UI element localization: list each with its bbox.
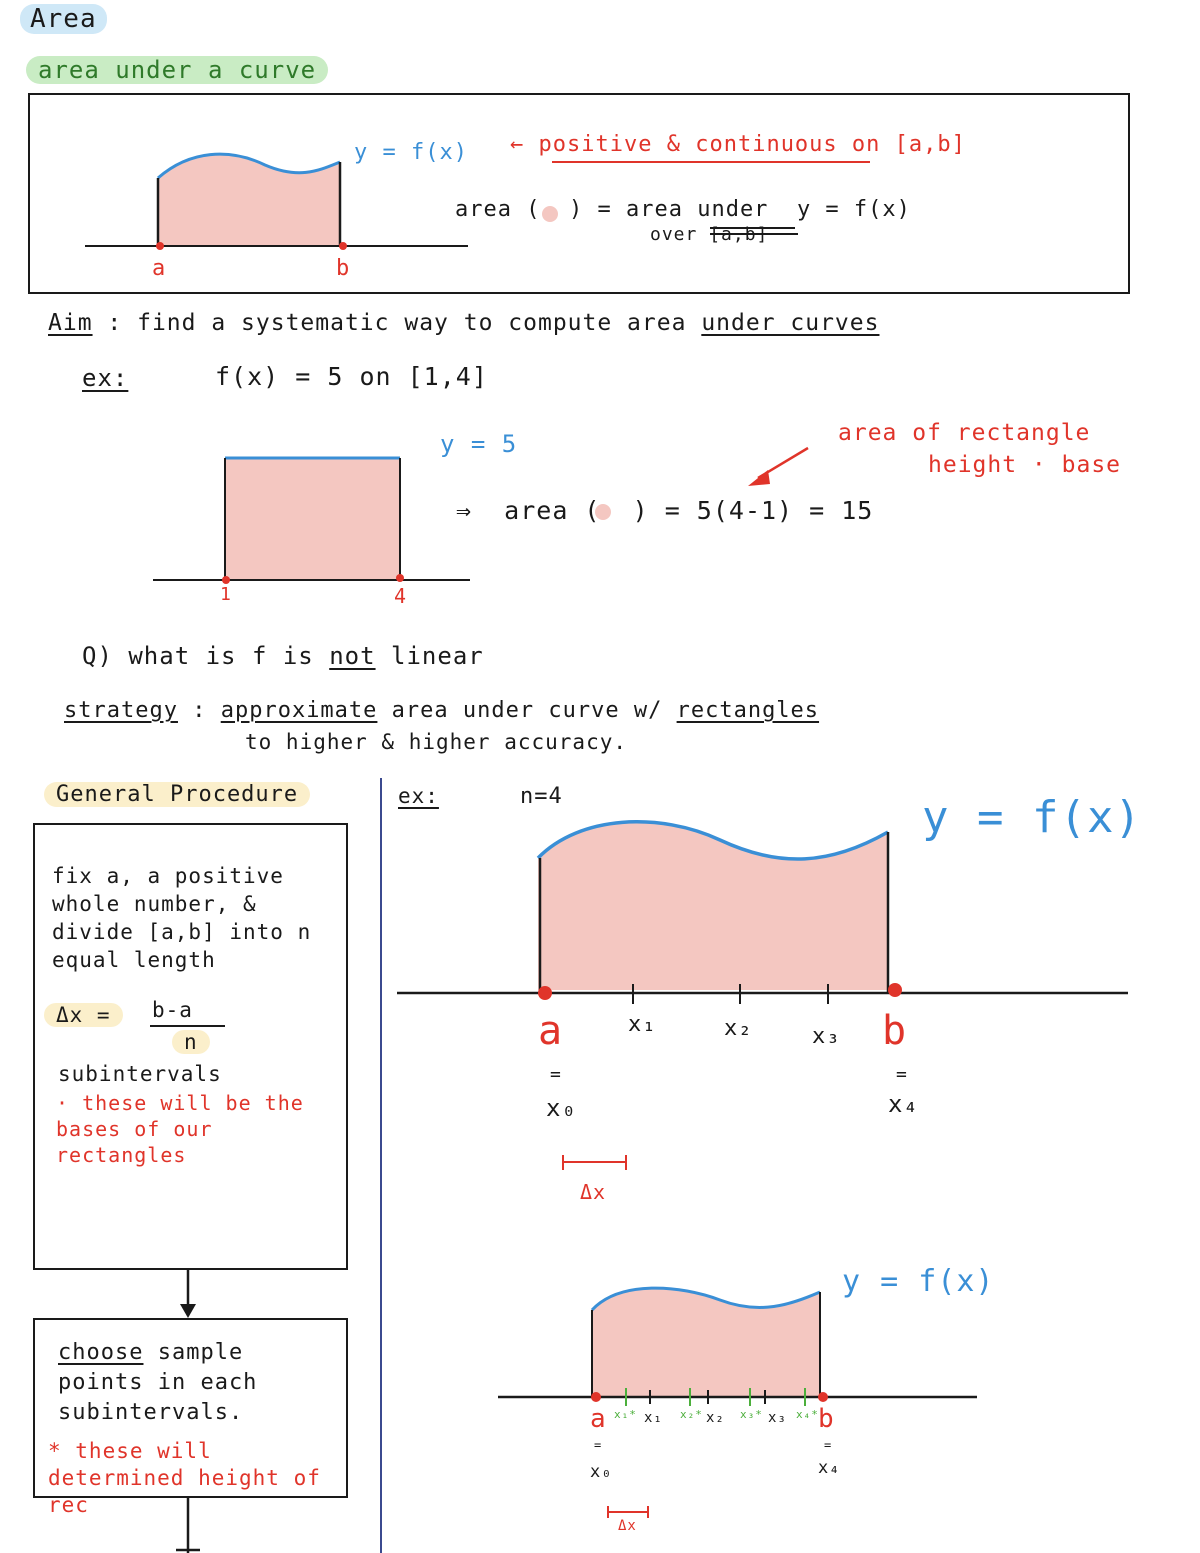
page-subtitle: area under a curve [26, 56, 328, 84]
label-a-1: a [152, 256, 167, 281]
label-x2-3: x₂ [706, 1410, 725, 1426]
label-x1: x₁ [628, 1012, 657, 1037]
sample-3: x₃* [740, 1408, 763, 1421]
dx-denominator: n [172, 1030, 210, 1054]
label-b-3: b [818, 1404, 835, 1434]
question-line: Q) what is f is not linear [82, 642, 484, 670]
dx-label: Δx = [44, 1003, 123, 1027]
label-b-2: b [882, 1008, 908, 1054]
definition-box [28, 93, 1130, 294]
sample-4: x₄* [796, 1408, 819, 1421]
dx-numerator: b-a [152, 998, 193, 1022]
condition-text: ← positive & continuous on [a,b] [510, 132, 966, 157]
sample-1: x₁* [614, 1408, 637, 1421]
area-equation: area ( ) = area under y = f(x) [455, 197, 911, 222]
step2-text: choose sample points in each subintervals. [58, 1340, 258, 1425]
line-label: y = 5 [440, 430, 518, 458]
label-x0: x₀ [546, 1094, 577, 1122]
eq-sign-b: = [896, 1064, 908, 1085]
tick-4: 4 [394, 584, 408, 608]
area-figure-2 [397, 822, 1128, 1170]
tick-1: 1 [220, 584, 232, 605]
label-x3: x₃ [812, 1024, 841, 1049]
procedure-header: General Procedure [44, 782, 310, 807]
curve-label-2: y = f(x) [922, 792, 1142, 843]
eq-sign-a-3: = [594, 1438, 603, 1452]
step1-note: · these will be the bases of our rectangles [56, 1091, 304, 1167]
label-dx-3: Δx [618, 1518, 637, 1534]
label-b-1: b [336, 256, 351, 281]
page-title: Area [20, 4, 107, 34]
label-a-3: a [590, 1404, 607, 1434]
eq-sign-a: = [550, 1064, 562, 1085]
curve-label-1: y = f(x) [354, 140, 468, 165]
step1-text: fix a, a positive whole number, & divide [a,b] into n equal length [52, 864, 312, 972]
strategy-line: strategy : approximate area under curve w/ rectangles [64, 698, 820, 723]
label-x0-3: x₀ [590, 1462, 613, 1482]
rectangle-note-2: height · base [928, 452, 1122, 478]
label-x3-3: x₃ [768, 1410, 787, 1426]
label-a-2: a [538, 1008, 564, 1054]
rectangle-note-1: area of rectangle [838, 420, 1091, 446]
eq-sign-b-3: = [824, 1438, 833, 1452]
example-label-2: ex: [398, 784, 439, 808]
rectangle-area-result: ⇒ area ( ) = 5(4-1) = 15 [456, 496, 874, 525]
strategy-line-2: to higher & higher accuracy. [245, 730, 628, 754]
label-x1-3: x₁ [644, 1410, 663, 1426]
area-figure-3 [498, 1288, 977, 1518]
label-x2: x₂ [724, 1016, 753, 1041]
curve-label-3: y = f(x) [842, 1264, 995, 1299]
aim-line: Aim : find a systematic way to compute area under curves [48, 310, 880, 336]
label-x4-3: x₄ [818, 1458, 841, 1478]
subintervals-label: subintervals [58, 1062, 222, 1086]
area-equation-over: over [a,b] [650, 224, 769, 245]
example-label-1: ex: [82, 364, 129, 392]
sample-2: x₂* [680, 1408, 703, 1421]
step2-note: * these will determined height of rec [48, 1439, 321, 1517]
n-label: n=4 [520, 784, 563, 809]
rectangle-figure [153, 458, 470, 584]
example-function: f(x) = 5 on [1,4] [215, 362, 488, 391]
label-dx-2: Δx [580, 1180, 607, 1204]
label-x4: x₄ [888, 1090, 919, 1118]
